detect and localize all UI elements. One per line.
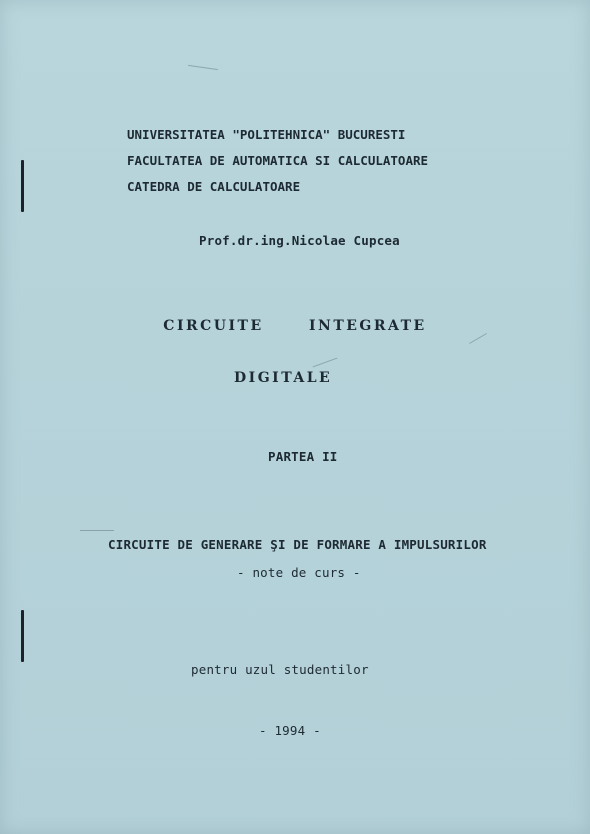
course-notes-label: - note de curs - xyxy=(237,565,361,580)
university-name: UNIVERSITATEA "POLITEHNICA" BUCURESTI xyxy=(127,127,406,142)
staple-top xyxy=(21,160,24,212)
paper-mark xyxy=(469,333,487,344)
institution-header xyxy=(127,122,428,200)
title-line-1: CIRCUITE INTEGRATE xyxy=(163,318,427,334)
staple-bottom xyxy=(21,610,24,662)
paper-mark xyxy=(80,530,114,531)
audience-label: pentru uzul studentilor xyxy=(191,662,369,677)
paper-mark xyxy=(313,358,338,368)
publication-year: - 1994 - xyxy=(259,723,321,738)
department-name: CATEDRA DE CALCULATOARE xyxy=(127,179,301,194)
faculty-name: FACULTATEA DE AUTOMATICA SI CALCULATOARE xyxy=(127,153,429,168)
part-label: PARTEA II xyxy=(268,449,338,464)
title-line-2: DIGITALE xyxy=(234,370,333,386)
paper-mark xyxy=(188,65,218,70)
subtitle: CIRCUITE DE GENERARE ŞI DE FORMARE A IMPULSURILOR xyxy=(108,537,487,552)
author-name: Prof.dr.ing.Nicolae Cupcea xyxy=(199,233,400,248)
